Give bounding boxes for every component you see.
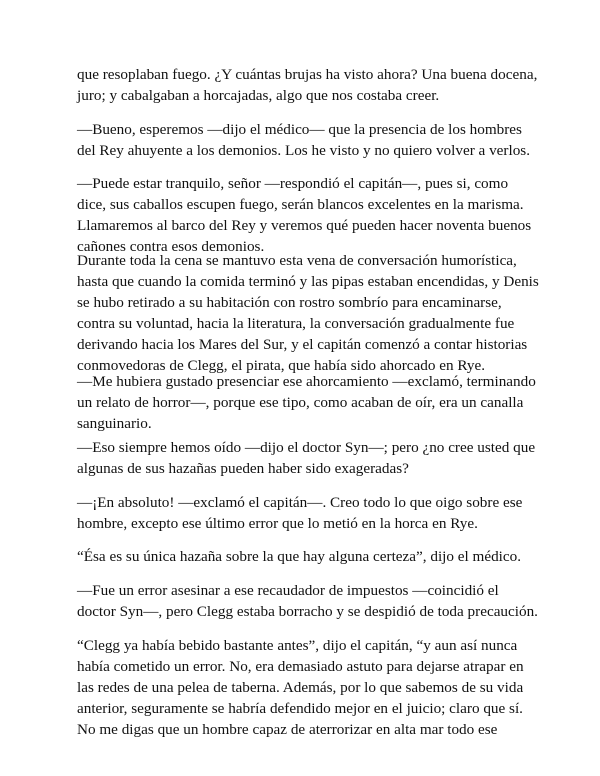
text-line: dice, sus caballos escupen fuego, serán blancos excelentes en la marisma. — [77, 196, 524, 213]
text-line: doctor Syn—, pero Clegg estaba borracho y se despidió de toda precaución. — [77, 603, 538, 620]
text-line: —Me hubiera gustado presenciar ese ahorcamiento —exclamó, terminando — [77, 373, 536, 390]
text-line: derivando hacia los Mares del Sur, y el capitán comenzó a contar historias — [77, 336, 528, 353]
text-line: juro; y cabalgaban a horcajadas, algo que nos costaba creer. — [77, 87, 440, 104]
paragraph-2 — [77, 119, 530, 161]
text-line: sanguinario. — [77, 415, 152, 432]
text-line: un relato de horror—, porque ese tipo, como acaban de oír, era un canalla — [77, 394, 524, 411]
text-line: —¡En absoluto! —exclamó el capitán—. Creo todo lo que oigo sobre ese — [77, 494, 523, 511]
text-line: —Eso siempre hemos oído —dijo el doctor Syn—; pero ¿no cree usted que — [77, 439, 536, 456]
paragraph-3 — [77, 173, 531, 257]
paragraph-9 — [77, 580, 538, 622]
paragraph-7 — [77, 492, 522, 534]
paragraph-5 — [77, 371, 536, 434]
text-line: cañones contra esos demonios. — [77, 238, 265, 255]
text-line: contra su voluntad, hacia la literatura, la conversación gradualmente fue — [77, 315, 515, 332]
text-line: “Ésa es su única hazaña sobre la que hay alguna certeza”, dijo el médico. — [77, 548, 522, 565]
text-line: Durante toda la cena se mantuvo esta vena de conversación humorística, — [77, 252, 517, 269]
text-line: algunas de sus hazañas pueden haber sido exageradas? — [77, 460, 409, 477]
text-line: que resoplaban fuego. ¿Y cuántas brujas ha visto ahora? Una buena docena, — [77, 66, 538, 83]
text-line: hasta que cuando la comida terminó y las pipas estaban encendidas, y Denis — [77, 273, 539, 290]
text-line: —Puede estar tranquilo, señor —respondió el capitán—, pues si, como — [77, 175, 509, 192]
text-line: anterior, seguramente se habría defendido mejor en el juicio; claro que sí. — [77, 700, 523, 717]
text-line: había cometido un error. No, era demasiado astuto para dejarse atrapar en — [77, 658, 524, 675]
text-line: No me digas que un hombre capaz de aterrorizar en alta mar todo ese — [77, 721, 498, 738]
text-line: las redes de una pelea de taberna. Además, por lo que sabemos de su vida — [77, 679, 524, 696]
text-line: —Bueno, esperemos —dijo el médico— que la presencia de los hombres — [77, 121, 522, 138]
text-line: Llamaremos al barco del Rey y veremos qué pueden hacer noventa buenos — [77, 217, 532, 234]
paragraph-10 — [77, 635, 524, 740]
text-line: hombre, excepto ese último error que lo metió en la horca en Rye. — [77, 515, 478, 532]
text-line: se hubo retirado a su habitación con rostro sombrío para encaminarse, — [77, 294, 502, 311]
text-line: “Clegg ya había bebido bastante antes”, dijo el capitán, “y aun así nunca — [77, 637, 518, 654]
paragraph-1 — [77, 64, 537, 106]
paragraph-8 — [77, 546, 521, 567]
paragraph-4 — [77, 250, 539, 376]
text-line: del Rey ahuyente a los demonios. Los he visto y no quiero volver a verlos. — [77, 142, 530, 159]
text-line: conmovedoras de Clegg, el pirata, que había sido ahorcado en Rye. — [77, 357, 486, 374]
paragraph-6 — [77, 437, 535, 479]
text-line: —Fue un error asesinar a ese recaudador de impuestos —coincidió el — [77, 582, 499, 599]
